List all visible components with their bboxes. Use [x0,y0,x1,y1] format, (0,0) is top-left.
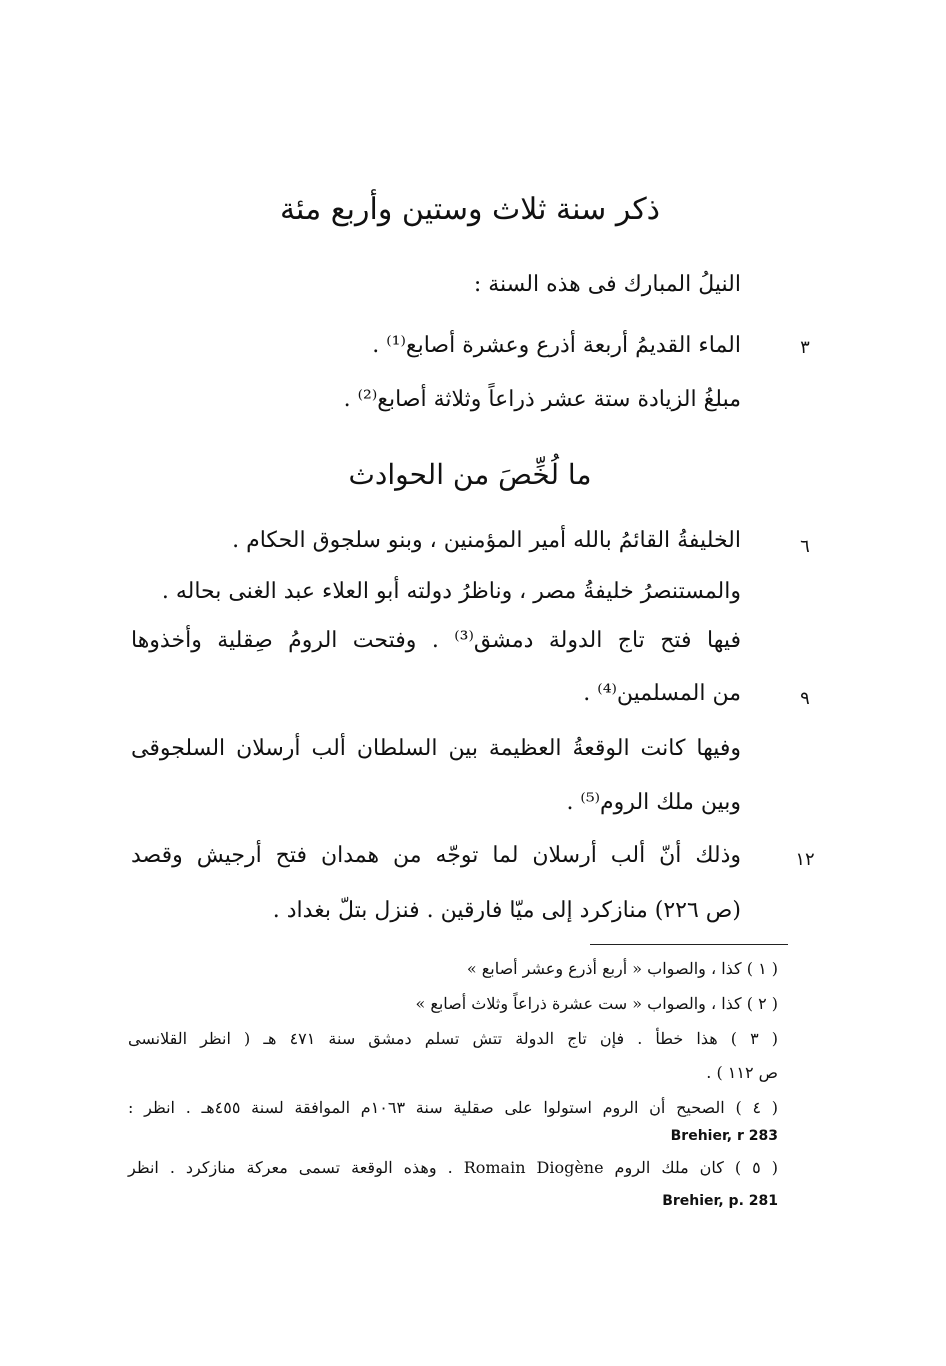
body-line: وفيها كانت الوقعةُ العظيمة بين السلطان ألب أرسلان السلجوقى [131,736,741,761]
footnote-3: ( ٣ ) هذا خطأ . فإن تاج الدولة تتش تسلم دمشق سنة ٤٧١ هـ ( انظر القلانسى [128,1029,779,1048]
section-heading: ذكر سنة ثلاث وستين وأربع مئة [279,192,661,227]
body-line: (ص ٢٢٦) منازكرد إلى ميّا فارقين . فنزل بتلّ بغداد . [272,898,741,923]
footnote-5-reference: Brehier, p. 281 [662,1193,778,1209]
nile-increase-line: مبلغُ الزيادة ستة عشر ذراعاً وثلاثة أصابع⁽²⁾ . [343,387,741,412]
body-line: من المسلمين⁽⁴⁾ . [583,681,741,706]
footnote-rule [590,944,788,945]
body-line: وبين ملك الروم⁽⁵⁾ . [566,790,741,815]
body-line: فيها فتح تاج الدولة دمشق⁽³⁾ . وفتحت الرومُ صِقلية وأخذوها [131,628,741,653]
footnote-3-continued: ص ١١٢ ) . [706,1063,778,1082]
body-line: الخليفةُ القائمُ بالله أمير المؤمنين ، وبنو سلجوق الحكام . [232,528,741,553]
footnote-4-reference: Brehier, r 283 [670,1128,778,1144]
margin-line-number: ٦ [800,536,810,557]
footnote-2: ( ٢ ) كذا ، والصواب « ست عشرة ذراعاً وثلاث أصابع » [415,994,778,1013]
footnote-1: ( ١ ) كذا ، والصواب « أربع أذرع وعشر أصابع » [466,959,778,978]
body-line: وذلك أنّ ألب أرسلان لما توجّه من همدان فتح أرجيش وقصد [131,843,741,868]
events-subheading: ما لُخِّصَ من الحوادث [348,458,592,491]
margin-line-number: ٩ [800,688,810,709]
footnote-5: ( ٥ ) كان ملك الروم Romain Diogène . وهذه الوقعة تسمى معركة منازكرد . انظر [128,1158,779,1177]
nile-old-water-line: الماء القديمُ أربعة أذرع وعشرة أصابع⁽¹⁾ . [372,333,741,358]
margin-line-number: ١٢ [795,849,815,870]
nile-intro-line: النيلُ المبارك فى هذه السنة : [473,272,741,297]
footnote-4: ( ٤ ) الصحيح أن الروم استولوا على صقلية سنة ١٠٦٣م الموافقة لسنة ٤٥٥هـ . انظر : [128,1098,779,1117]
body-line: والمستنصرُ خليفةُ مصر ، وناظرُ دولته أبو العلاء عبد الغنى بحاله . [161,579,741,604]
margin-line-number: ٣ [800,337,810,358]
